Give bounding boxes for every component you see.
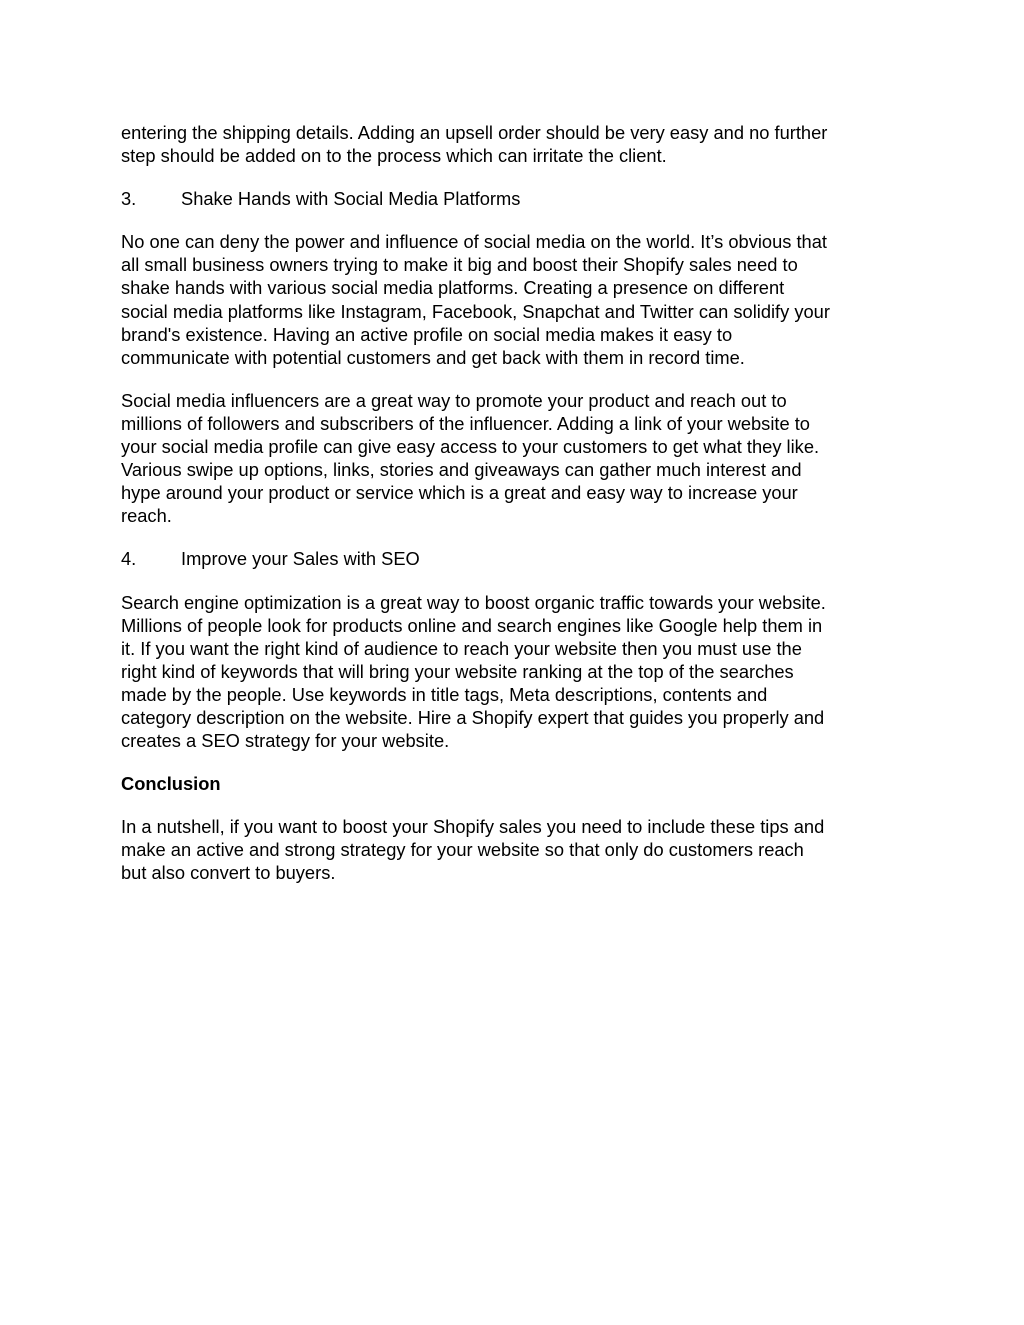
list-title: Improve your Sales with SEO <box>181 548 420 570</box>
paragraph-seo: Search engine optimization is a great way to boost organic traffic towards your website. Millions of people look for products online and search engines like Google help them in it. If you want the right kind of audience to reach your website then you must use the right kind of keywords that will bring your website ranking at the top of the searches made by the people. Use keywords in title tags, Meta descriptions, contents and category description on the website. Hire a Shopify expert that guides you properly and creates a SEO strategy for your website. <box>121 591 826 752</box>
paragraph-shipping: entering the shipping details. Adding an upsell order should be very easy and no further step should be added on to the process which can irritate the client. <box>121 122 828 167</box>
list-item-3 <box>121 187 911 210</box>
list-number: 3. <box>121 188 137 210</box>
paragraph-social-media: No one can deny the power and influence of social media on the world. It’s obvious that all small business owners trying to make it big and boost their Shopify sales need to shake hands with various social media platforms. Creating a presence on different social media platforms like Instagram, Facebook, Snapchat and Twitter can solidify your brand's existence. Having an active profile on social media makes it easy to communicate with potential customers and get back with them in record time. <box>121 231 830 368</box>
document-page <box>121 121 911 905</box>
list-number: 4. <box>121 548 137 570</box>
paragraph-conclusion: In a nutshell, if you want to boost your Shopify sales you need to include these tips and make an active and strong strategy for your website so that only do customers reach but also convert to buyers. <box>121 816 825 884</box>
conclusion-heading: Conclusion <box>121 773 221 795</box>
list-item-4 <box>121 547 911 570</box>
paragraph-influencers: Social media influencers are a great way to promote your product and reach out to millions of followers and subscribers of the influencer. Adding a link of your website to your social media profile can give easy access to your customers to get what they like. Various swipe up options, links, stories and giveaways can gather much interest and hype around your product or service which is a great and easy way to increase your reach. <box>121 389 820 527</box>
list-title: Shake Hands with Social Media Platforms <box>181 188 521 210</box>
